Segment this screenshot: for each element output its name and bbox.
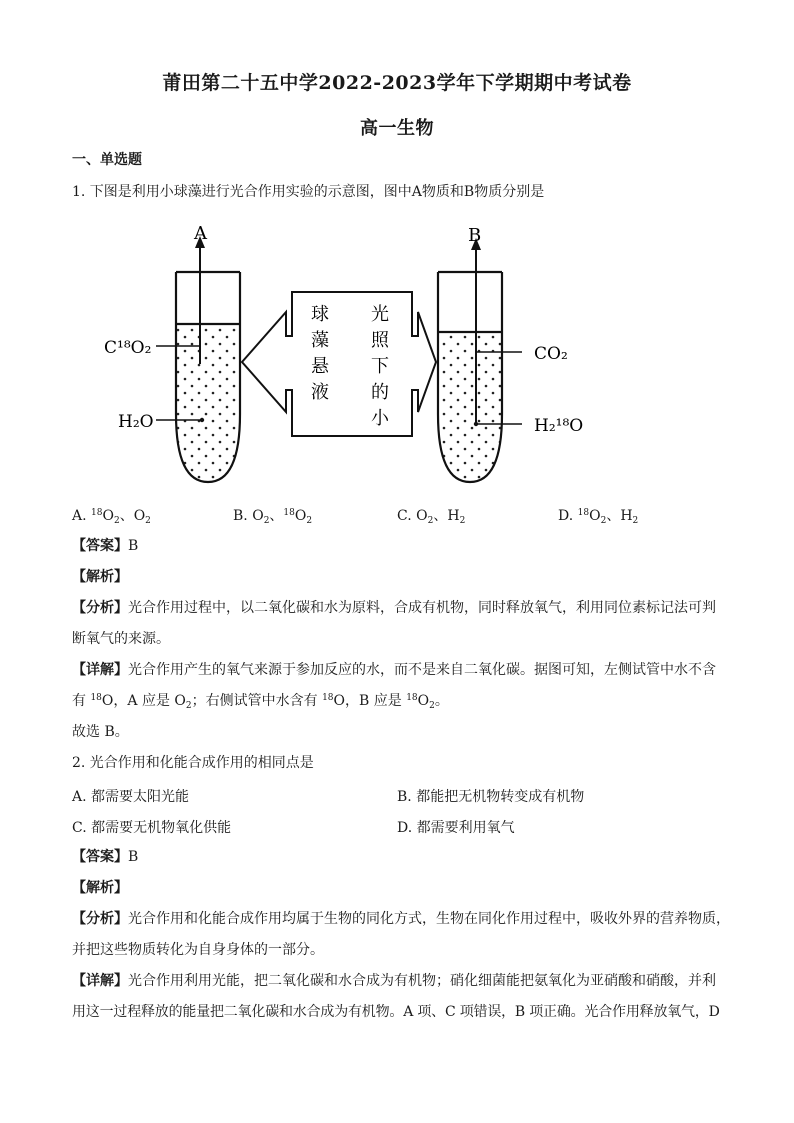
exam-title: 莆田第二十五中学2022-2023学年下学期期中考试卷	[162, 72, 632, 94]
q1-conclusion: 故选 B。	[72, 724, 129, 740]
photosynthesis-diagram	[90, 214, 620, 494]
q2-stem: 2. 光合作用和化能合成作用的相同点是	[72, 755, 314, 771]
box-char: 悬	[311, 356, 329, 377]
box-char: 下	[371, 356, 389, 377]
double-arrow-shape	[242, 292, 436, 436]
box-char: 小	[371, 408, 389, 429]
suspension-label-col2	[371, 304, 390, 429]
left-test-tube	[156, 236, 240, 482]
right-water-label: H₂¹⁸O	[534, 416, 584, 436]
q1-xiangjie-cont: 有 $^{18}$O，A 应是 $O_2$；右侧试管中水含有 $^{18}$O，B 应是 $^{18}O_2$。	[72, 693, 449, 711]
box-char: 光	[371, 304, 389, 325]
label-a: A	[194, 223, 207, 244]
q1-fenxi-cont: 断氧气的来源。	[72, 631, 170, 647]
q2-option-a[interactable]: A. 都需要太阳光能	[72, 789, 190, 805]
q2-xiangjie-cont: 用这一过程释放的能量把二氧化碳和水合成为有机物。A 项、C 项错误，B 项正确。光合作用释放氧气，D	[72, 1004, 720, 1020]
box-char: 液	[311, 382, 329, 403]
q1-fenxi: 【分析】光合作用过程中，以二氧化碳和水为原料，合成有机物，同时释放氧气，利用同位素标记法可判	[72, 600, 716, 616]
q1-analysis-heading: 【解析】	[72, 569, 128, 585]
right-gas-label: CO₂	[534, 344, 568, 364]
q1-option-d[interactable]: D. $^{18}O_2$、$H_2$	[558, 508, 639, 526]
box-char: 球	[311, 304, 329, 325]
q1-stem: 1. 下图是利用小球藻进行光合作用实验的示意图，图中A物质和B物质分别是	[72, 184, 545, 200]
q2-fenxi-cont: 并把这些物质转化为自身身体的一部分。	[72, 942, 324, 958]
left-water-label: H₂O	[118, 412, 154, 432]
q1-option-c[interactable]: C. $O_2$、$H_2$	[397, 508, 466, 526]
q1-answer: 【答案】B	[72, 538, 139, 554]
q1-option-b[interactable]: B. $O_2$、$^{18}O_2$	[233, 508, 313, 526]
q1-xiangjie: 【详解】光合作用产生的氧气来源于参加反应的水，而不是来自二氧化碳。据图可知，左侧试管中水不含	[72, 662, 716, 678]
q2-analysis-heading: 【解析】	[72, 880, 128, 896]
label-b: B	[468, 225, 482, 246]
box-char: 的	[371, 382, 389, 403]
q2-option-d[interactable]: D. 都需要利用氧气	[397, 820, 515, 836]
q2-option-c[interactable]: C. 都需要无机物氧化供能	[72, 820, 232, 836]
q2-fenxi: 【分析】光合作用和化能合成作用均属于生物的同化方式，生物在同化作用过程中，吸收外界的营养物质，	[72, 911, 730, 927]
q2-xiangjie: 【详解】光合作用利用光能，把二氧化碳和水合成为有机物；硝化细菌能把氨氧化为亚硝酸和硝酸，并利	[72, 973, 716, 989]
exam-subtitle: 高一生物	[360, 118, 434, 139]
left-gas-label: C¹⁸O₂	[104, 338, 152, 358]
box-char: 照	[371, 330, 389, 351]
q2-option-b[interactable]: B. 都能把无机物转变成有机物	[397, 789, 585, 805]
box-char: 藻	[311, 330, 329, 351]
section-heading: 一、单选题	[72, 152, 142, 168]
q2-answer: 【答案】B	[72, 849, 139, 865]
q1-option-a[interactable]: A. $^{18}O_2$、$O_2$	[72, 508, 151, 526]
right-test-tube	[438, 238, 522, 482]
